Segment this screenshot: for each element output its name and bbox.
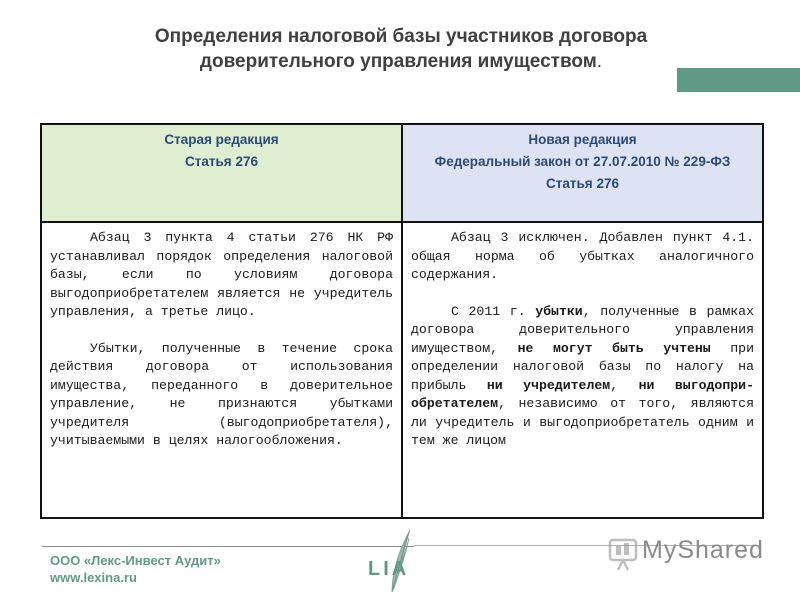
- para2-part-g: ,: [610, 377, 639, 393]
- new-edition-text: [402, 222, 763, 518]
- para2-part-a: С 2011 г.: [451, 303, 536, 319]
- old-edition-title: Старая редакция: [164, 132, 279, 147]
- new-edition-law: Федеральный закон от 27.07.2010 № 229-ФЗ: [434, 154, 731, 169]
- old-edition-paragraph-2: Убытки, полученные в течение срока действия договора от использования имущества, переданного в доверительное управление, не признаются убытками учредителя (выгодоприобретателя), учитываемыми в целях налогообложения.: [50, 340, 393, 448]
- accent-bar: [677, 68, 800, 92]
- para2-losses-bold: убытки: [535, 303, 583, 319]
- slide-title: [60, 24, 742, 74]
- para2-part-e: при определении налоговой базы по налогу на прибыль: [411, 340, 755, 393]
- new-edition-paragraph-2: [411, 303, 754, 451]
- slide-title-period: .: [596, 51, 603, 72]
- slide-title-line1: Определения налоговой базы участников договора: [154, 26, 648, 47]
- new-edition-title: Новая редакция: [528, 132, 637, 147]
- company-name: ООО «Лекс-Инвест Аудит»: [50, 553, 221, 568]
- content-row: [41, 222, 763, 518]
- para2-beneficiary-bold: ни выгодопри-обретателем: [411, 377, 755, 411]
- para2-part-i: , независимо от того, являются ли учредитель и выгодоприобретатель одним и тем же лицом: [411, 396, 754, 448]
- para2-part-c: , полученные в рамках договора доверительного управления имуществом,: [411, 303, 754, 356]
- new-edition-paragraph-1: Абзац 3 исключен. Добавлен пункт 4.1. общая норма об убытках аналогичного содержания.: [411, 230, 754, 282]
- new-edition-header: [402, 124, 763, 222]
- para2-cannot-be-counted-bold: не могут быть учтены: [517, 340, 711, 356]
- para2-founder-bold: ни учредителем: [486, 377, 611, 393]
- old-edition-article: Статья 276: [185, 154, 258, 169]
- new-edition-article: Статья 276: [546, 176, 619, 191]
- header-row: [41, 124, 763, 222]
- old-edition-text: [41, 222, 402, 518]
- footer-divider-left: [42, 546, 414, 547]
- company-logo-text: LIA: [368, 558, 410, 580]
- old-edition-header: [41, 124, 402, 222]
- slide-title-line2-text: доверительного управления имуществом: [199, 51, 597, 72]
- old-edition-paragraph-1: Абзац 3 пункта 4 статьи 276 НК РФ устанавливал порядок определения налоговой базы, если по условиям договора выгодоприобретателем является не учредитель управления, а третье лицо.: [50, 230, 393, 319]
- slide-title-line2: [60, 49, 742, 74]
- myshared-watermark-text: MyShared: [642, 536, 764, 564]
- comparison-table: [40, 123, 764, 519]
- website-link[interactable]: www.lexina.ru: [50, 570, 137, 585]
